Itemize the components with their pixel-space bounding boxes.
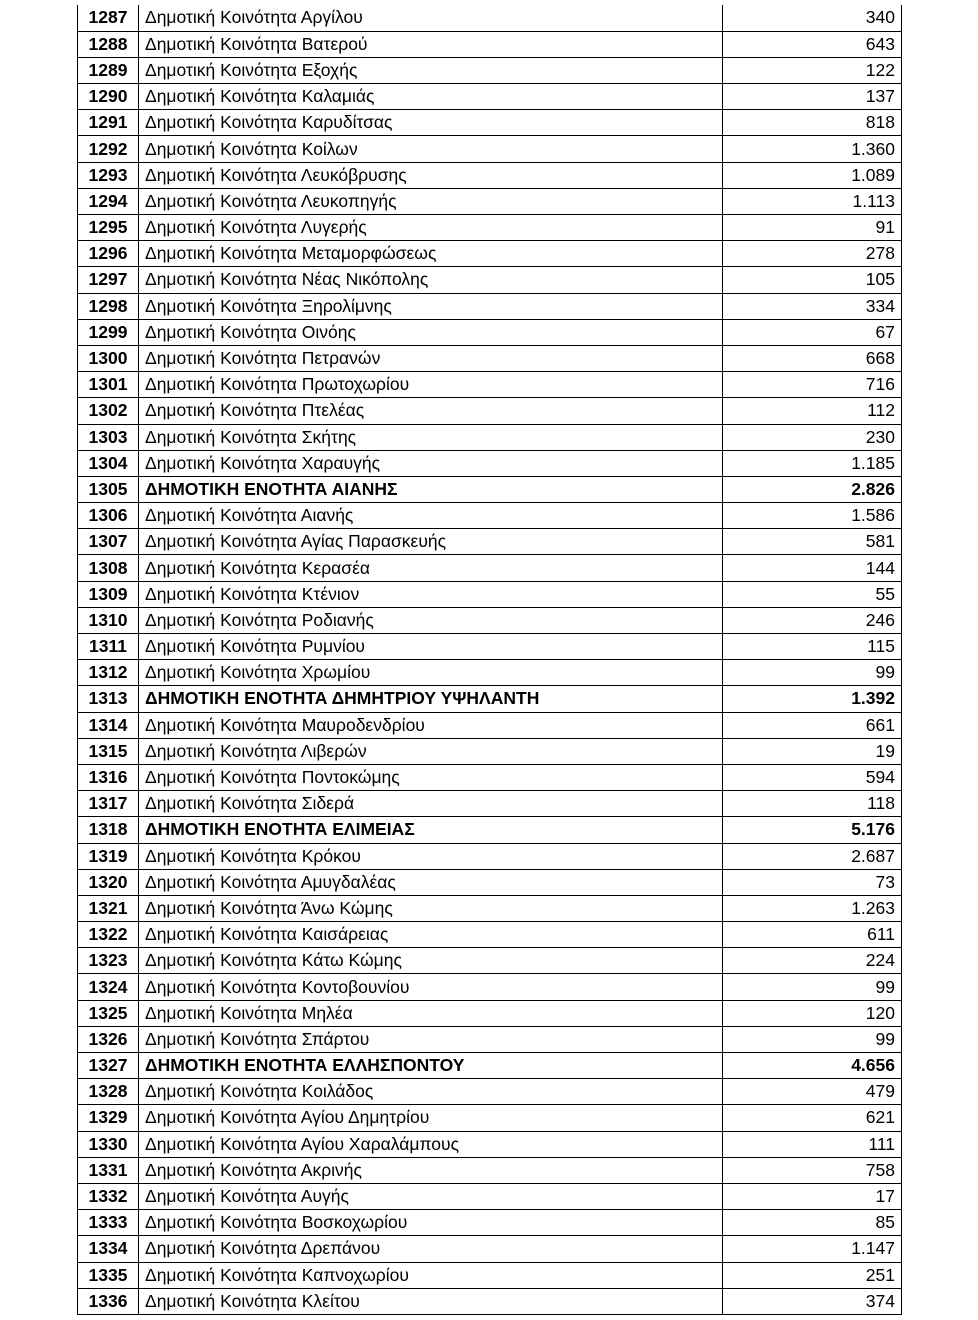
community-name-cell: Δημοτική Κοινότητα Ξηρολίμνης bbox=[139, 293, 723, 319]
table-row-section-total bbox=[78, 686, 902, 712]
community-name-cell: ΔΗΜΟΤΙΚΗ ΕΝΟΤΗΤΑ ΑΙΑΝΗΣ bbox=[139, 476, 723, 502]
population-table bbox=[77, 5, 902, 1315]
population-cell: 611 bbox=[723, 922, 902, 948]
population-cell: 5.176 bbox=[723, 817, 902, 843]
row-number-cell: 1308 bbox=[78, 555, 139, 581]
community-name-cell: Δημοτική Κοινότητα Ποντοκώμης bbox=[139, 764, 723, 790]
row-number-cell: 1294 bbox=[78, 188, 139, 214]
community-name-cell: Δημοτική Κοινότητα Αγίου Δημητρίου bbox=[139, 1105, 723, 1131]
population-cell: 118 bbox=[723, 791, 902, 817]
table-row bbox=[78, 948, 902, 974]
table-row bbox=[78, 293, 902, 319]
table-row-section-total bbox=[78, 817, 902, 843]
row-number-cell: 1327 bbox=[78, 1053, 139, 1079]
population-cell: 818 bbox=[723, 110, 902, 136]
row-number-cell: 1322 bbox=[78, 922, 139, 948]
row-number-cell: 1289 bbox=[78, 57, 139, 83]
population-cell: 73 bbox=[723, 869, 902, 895]
community-name-cell: Δημοτική Κοινότητα Κρόκου bbox=[139, 843, 723, 869]
table-row bbox=[78, 503, 902, 529]
community-name-cell: Δημοτική Κοινότητα Σκήτης bbox=[139, 424, 723, 450]
table-row-section-total bbox=[78, 476, 902, 502]
table-row bbox=[78, 843, 902, 869]
population-cell: 99 bbox=[723, 660, 902, 686]
community-name-cell: Δημοτική Κοινότητα Αγίου Χαραλάμπους bbox=[139, 1131, 723, 1157]
table-row bbox=[78, 1026, 902, 1052]
table-row bbox=[78, 712, 902, 738]
table-row bbox=[78, 1236, 902, 1262]
row-number-cell: 1332 bbox=[78, 1183, 139, 1209]
community-name-cell: Δημοτική Κοινότητα Μηλέα bbox=[139, 1000, 723, 1026]
community-name-cell: Δημοτική Κοινότητα Κάτω Κώμης bbox=[139, 948, 723, 974]
population-cell: 251 bbox=[723, 1262, 902, 1288]
community-name-cell: Δημοτική Κοινότητα Εξοχής bbox=[139, 57, 723, 83]
population-cell: 99 bbox=[723, 1026, 902, 1052]
row-number-cell: 1334 bbox=[78, 1236, 139, 1262]
community-name-cell: Δημοτική Κοινότητα Χρωμίου bbox=[139, 660, 723, 686]
row-number-cell: 1316 bbox=[78, 764, 139, 790]
population-cell: 224 bbox=[723, 948, 902, 974]
population-cell: 1.113 bbox=[723, 188, 902, 214]
table-row bbox=[78, 1210, 902, 1236]
row-number-cell: 1287 bbox=[78, 5, 139, 31]
row-number-cell: 1296 bbox=[78, 241, 139, 267]
row-number-cell: 1325 bbox=[78, 1000, 139, 1026]
community-name-cell: ΔΗΜΟΤΙΚΗ ΕΝΟΤΗΤΑ ΕΛΛΗΣΠΟΝΤΟΥ bbox=[139, 1053, 723, 1079]
community-name-cell: Δημοτική Κοινότητα Ακρινής bbox=[139, 1157, 723, 1183]
community-name-cell: Δημοτική Κοινότητα Μαυροδενδρίου bbox=[139, 712, 723, 738]
population-cell: 1.263 bbox=[723, 895, 902, 921]
table-row bbox=[78, 922, 902, 948]
row-number-cell: 1298 bbox=[78, 293, 139, 319]
population-cell: 621 bbox=[723, 1105, 902, 1131]
population-cell: 111 bbox=[723, 1131, 902, 1157]
table-row bbox=[78, 136, 902, 162]
population-cell: 17 bbox=[723, 1183, 902, 1209]
table-row bbox=[78, 1000, 902, 1026]
row-number-cell: 1295 bbox=[78, 215, 139, 241]
row-number-cell: 1333 bbox=[78, 1210, 139, 1236]
population-cell: 716 bbox=[723, 372, 902, 398]
population-cell: 1.089 bbox=[723, 162, 902, 188]
table-row bbox=[78, 1131, 902, 1157]
row-number-cell: 1290 bbox=[78, 84, 139, 110]
community-name-cell: Δημοτική Κοινότητα Κοίλων bbox=[139, 136, 723, 162]
population-cell: 4.656 bbox=[723, 1053, 902, 1079]
community-name-cell: Δημοτική Κοινότητα Νέας Νικόπολης bbox=[139, 267, 723, 293]
community-name-cell: Δημοτική Κοινότητα Καλαμιάς bbox=[139, 84, 723, 110]
population-cell: 115 bbox=[723, 634, 902, 660]
community-name-cell: Δημοτική Κοινότητα Ροδιανής bbox=[139, 607, 723, 633]
community-name-cell: Δημοτική Κοινότητα Άνω Κώμης bbox=[139, 895, 723, 921]
population-cell: 91 bbox=[723, 215, 902, 241]
population-cell: 85 bbox=[723, 1210, 902, 1236]
table-row bbox=[78, 974, 902, 1000]
table-row bbox=[78, 110, 902, 136]
row-number-cell: 1309 bbox=[78, 581, 139, 607]
population-cell: 758 bbox=[723, 1157, 902, 1183]
community-name-cell: Δημοτική Κοινότητα Σπάρτου bbox=[139, 1026, 723, 1052]
table-row bbox=[78, 188, 902, 214]
community-name-cell: Δημοτική Κοινότητα Λυγερής bbox=[139, 215, 723, 241]
population-cell: 1.586 bbox=[723, 503, 902, 529]
community-name-cell: Δημοτική Κοινότητα Κλείτου bbox=[139, 1288, 723, 1314]
row-number-cell: 1321 bbox=[78, 895, 139, 921]
community-name-cell: Δημοτική Κοινότητα Καπνοχωρίου bbox=[139, 1262, 723, 1288]
row-number-cell: 1336 bbox=[78, 1288, 139, 1314]
row-number-cell: 1313 bbox=[78, 686, 139, 712]
table-row bbox=[78, 1157, 902, 1183]
row-number-cell: 1314 bbox=[78, 712, 139, 738]
row-number-cell: 1302 bbox=[78, 398, 139, 424]
table-row bbox=[78, 162, 902, 188]
population-cell: 105 bbox=[723, 267, 902, 293]
community-name-cell: Δημοτική Κοινότητα Πτελέας bbox=[139, 398, 723, 424]
row-number-cell: 1307 bbox=[78, 529, 139, 555]
community-name-cell: Δημοτική Κοινότητα Αυγής bbox=[139, 1183, 723, 1209]
community-name-cell: Δημοτική Κοινότητα Καρυδίτσας bbox=[139, 110, 723, 136]
row-number-cell: 1311 bbox=[78, 634, 139, 660]
row-number-cell: 1330 bbox=[78, 1131, 139, 1157]
population-cell: 1.392 bbox=[723, 686, 902, 712]
population-cell: 99 bbox=[723, 974, 902, 1000]
table-row bbox=[78, 764, 902, 790]
population-cell: 581 bbox=[723, 529, 902, 555]
community-name-cell: Δημοτική Κοινότητα Αργίλου bbox=[139, 5, 723, 31]
population-table-body bbox=[78, 5, 902, 1314]
population-cell: 2.687 bbox=[723, 843, 902, 869]
table-row bbox=[78, 1183, 902, 1209]
table-row bbox=[78, 1105, 902, 1131]
row-number-cell: 1292 bbox=[78, 136, 139, 162]
row-number-cell: 1331 bbox=[78, 1157, 139, 1183]
population-cell: 120 bbox=[723, 1000, 902, 1026]
row-number-cell: 1303 bbox=[78, 424, 139, 450]
population-cell: 668 bbox=[723, 345, 902, 371]
population-cell: 55 bbox=[723, 581, 902, 607]
table-row bbox=[78, 607, 902, 633]
table-row bbox=[78, 319, 902, 345]
population-cell: 19 bbox=[723, 738, 902, 764]
table-row bbox=[78, 1079, 902, 1105]
population-cell: 479 bbox=[723, 1079, 902, 1105]
row-number-cell: 1320 bbox=[78, 869, 139, 895]
table-row bbox=[78, 634, 902, 660]
row-number-cell: 1305 bbox=[78, 476, 139, 502]
row-number-cell: 1323 bbox=[78, 948, 139, 974]
row-number-cell: 1318 bbox=[78, 817, 139, 843]
row-number-cell: 1319 bbox=[78, 843, 139, 869]
row-number-cell: 1300 bbox=[78, 345, 139, 371]
row-number-cell: 1288 bbox=[78, 31, 139, 57]
community-name-cell: Δημοτική Κοινότητα Μεταμορφώσεως bbox=[139, 241, 723, 267]
table-row bbox=[78, 1288, 902, 1314]
row-number-cell: 1310 bbox=[78, 607, 139, 633]
table-row bbox=[78, 241, 902, 267]
population-cell: 144 bbox=[723, 555, 902, 581]
community-name-cell: ΔΗΜΟΤΙΚΗ ΕΝΟΤΗΤΑ ΕΛΙΜΕΙΑΣ bbox=[139, 817, 723, 843]
row-number-cell: 1326 bbox=[78, 1026, 139, 1052]
community-name-cell: Δημοτική Κοινότητα Αμυγδαλέας bbox=[139, 869, 723, 895]
population-cell: 137 bbox=[723, 84, 902, 110]
community-name-cell: Δημοτική Κοινότητα Καισάρειας bbox=[139, 922, 723, 948]
population-cell: 374 bbox=[723, 1288, 902, 1314]
row-number-cell: 1329 bbox=[78, 1105, 139, 1131]
population-cell: 246 bbox=[723, 607, 902, 633]
table-row bbox=[78, 555, 902, 581]
population-cell: 122 bbox=[723, 57, 902, 83]
table-row bbox=[78, 5, 902, 31]
row-number-cell: 1304 bbox=[78, 450, 139, 476]
row-number-cell: 1291 bbox=[78, 110, 139, 136]
community-name-cell: Δημοτική Κοινότητα Βοσκοχωρίου bbox=[139, 1210, 723, 1236]
table-row bbox=[78, 660, 902, 686]
population-cell: 340 bbox=[723, 5, 902, 31]
table-row bbox=[78, 450, 902, 476]
population-cell: 1.360 bbox=[723, 136, 902, 162]
community-name-cell: Δημοτική Κοινότητα Σιδερά bbox=[139, 791, 723, 817]
community-name-cell: Δημοτική Κοινότητα Χαραυγής bbox=[139, 450, 723, 476]
row-number-cell: 1324 bbox=[78, 974, 139, 1000]
table-row bbox=[78, 424, 902, 450]
community-name-cell: Δημοτική Κοινότητα Αγίας Παρασκευής bbox=[139, 529, 723, 555]
table-row bbox=[78, 215, 902, 241]
table-row bbox=[78, 57, 902, 83]
community-name-cell: Δημοτική Κοινότητα Κοιλάδος bbox=[139, 1079, 723, 1105]
table-row bbox=[78, 345, 902, 371]
table-row bbox=[78, 738, 902, 764]
community-name-cell: Δημοτική Κοινότητα Λιβερών bbox=[139, 738, 723, 764]
community-name-cell: Δημοτική Κοινότητα Δρεπάνου bbox=[139, 1236, 723, 1262]
community-name-cell: Δημοτική Κοινότητα Λευκοπηγής bbox=[139, 188, 723, 214]
table-row-section-total bbox=[78, 1053, 902, 1079]
community-name-cell: Δημοτική Κοινότητα Αιανής bbox=[139, 503, 723, 529]
table-row bbox=[78, 529, 902, 555]
table-row bbox=[78, 791, 902, 817]
row-number-cell: 1293 bbox=[78, 162, 139, 188]
population-cell: 594 bbox=[723, 764, 902, 790]
community-name-cell: Δημοτική Κοινότητα Λευκόβρυσης bbox=[139, 162, 723, 188]
population-cell: 2.826 bbox=[723, 476, 902, 502]
community-name-cell: Δημοτική Κοινότητα Κτένιον bbox=[139, 581, 723, 607]
table-row bbox=[78, 895, 902, 921]
community-name-cell: Δημοτική Κοινότητα Βατερού bbox=[139, 31, 723, 57]
row-number-cell: 1299 bbox=[78, 319, 139, 345]
table-row bbox=[78, 1262, 902, 1288]
population-cell: 230 bbox=[723, 424, 902, 450]
table-row bbox=[78, 267, 902, 293]
population-cell: 661 bbox=[723, 712, 902, 738]
table-row bbox=[78, 581, 902, 607]
population-cell: 112 bbox=[723, 398, 902, 424]
population-cell: 67 bbox=[723, 319, 902, 345]
row-number-cell: 1301 bbox=[78, 372, 139, 398]
row-number-cell: 1317 bbox=[78, 791, 139, 817]
row-number-cell: 1328 bbox=[78, 1079, 139, 1105]
community-name-cell: Δημοτική Κοινότητα Πρωτοχωρίου bbox=[139, 372, 723, 398]
community-name-cell: ΔΗΜΟΤΙΚΗ ΕΝΟΤΗΤΑ ΔΗΜΗΤΡΙΟΥ ΥΨΗΛΑΝΤΗ bbox=[139, 686, 723, 712]
row-number-cell: 1335 bbox=[78, 1262, 139, 1288]
table-row bbox=[78, 372, 902, 398]
population-cell: 1.185 bbox=[723, 450, 902, 476]
population-cell: 1.147 bbox=[723, 1236, 902, 1262]
population-cell: 278 bbox=[723, 241, 902, 267]
row-number-cell: 1297 bbox=[78, 267, 139, 293]
community-name-cell: Δημοτική Κοινότητα Κερασέα bbox=[139, 555, 723, 581]
table-row bbox=[78, 31, 902, 57]
row-number-cell: 1306 bbox=[78, 503, 139, 529]
table-row bbox=[78, 398, 902, 424]
community-name-cell: Δημοτική Κοινότητα Πετρανών bbox=[139, 345, 723, 371]
community-name-cell: Δημοτική Κοινότητα Οινόης bbox=[139, 319, 723, 345]
table-row bbox=[78, 84, 902, 110]
community-name-cell: Δημοτική Κοινότητα Κοντοβουνίου bbox=[139, 974, 723, 1000]
community-name-cell: Δημοτική Κοινότητα Ρυμνίου bbox=[139, 634, 723, 660]
population-cell: 334 bbox=[723, 293, 902, 319]
table-row bbox=[78, 869, 902, 895]
row-number-cell: 1312 bbox=[78, 660, 139, 686]
population-cell: 643 bbox=[723, 31, 902, 57]
row-number-cell: 1315 bbox=[78, 738, 139, 764]
